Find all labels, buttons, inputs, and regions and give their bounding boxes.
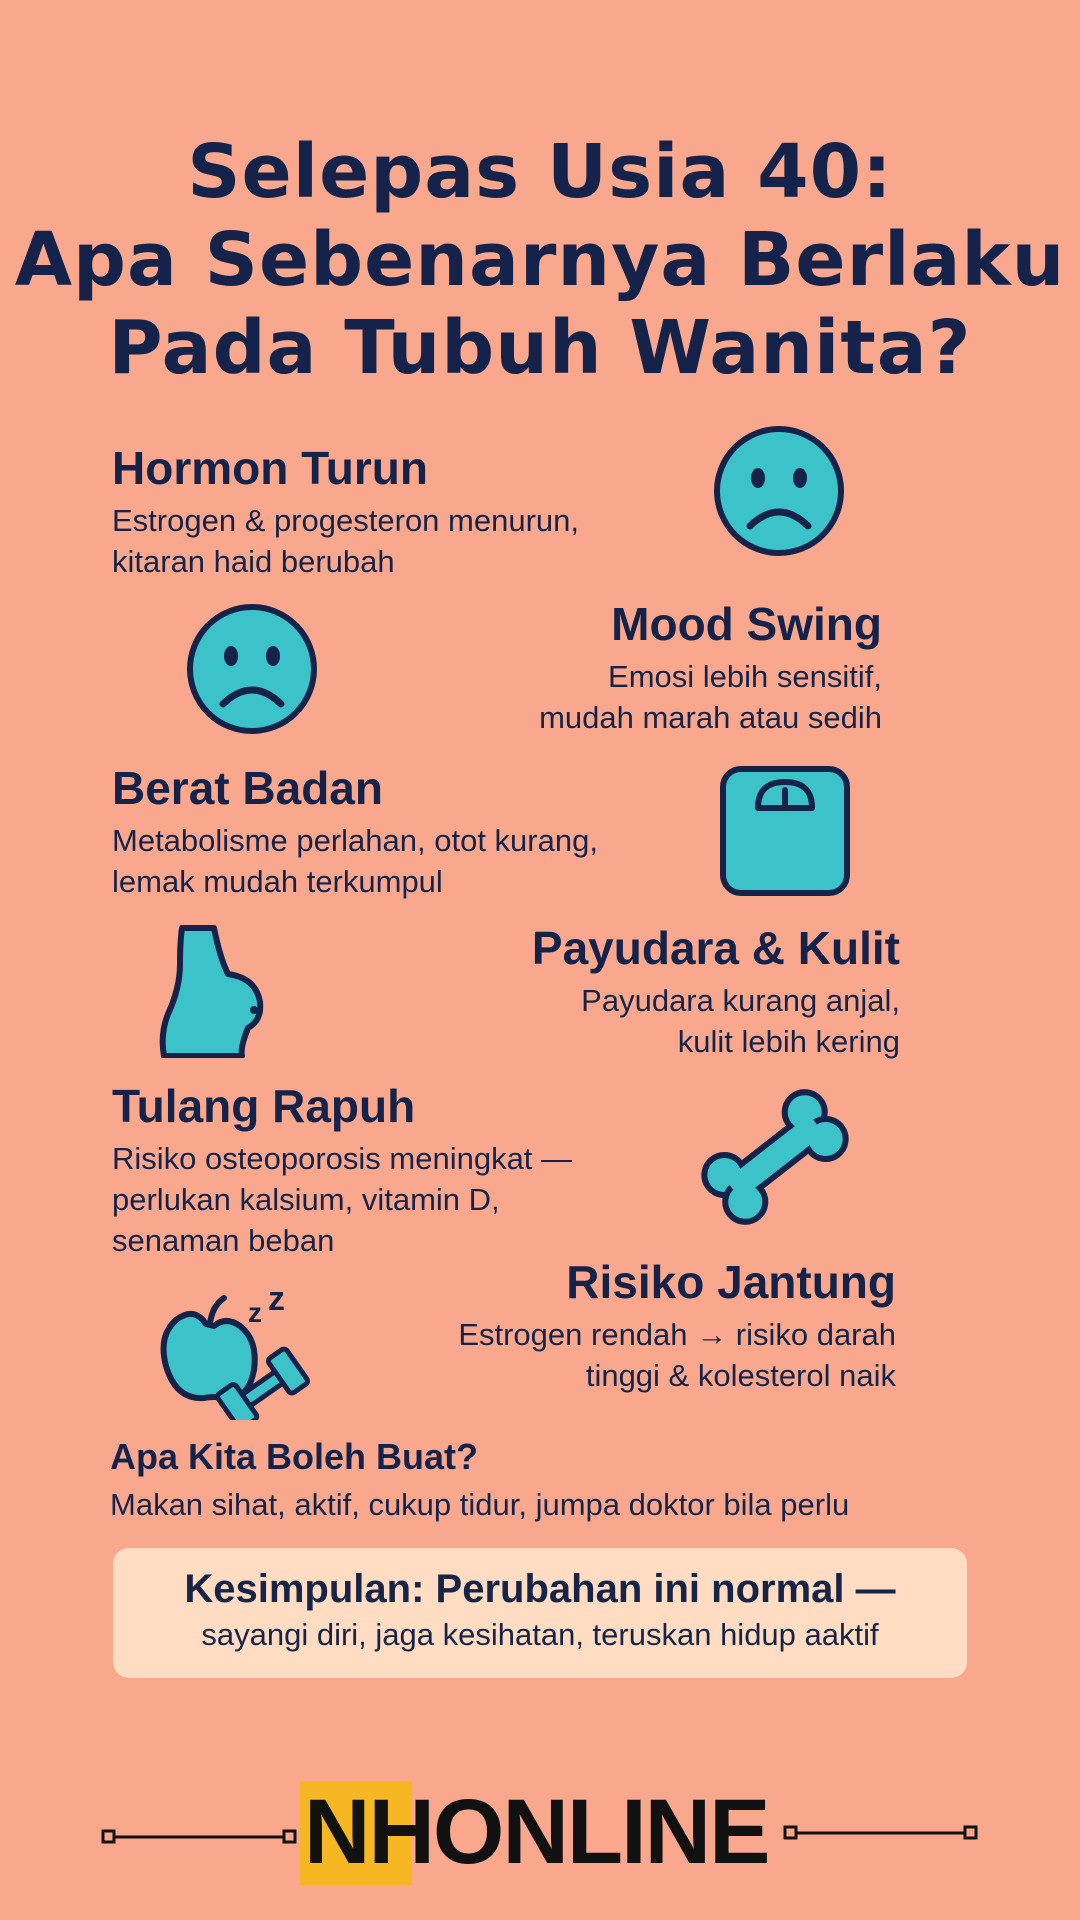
section-text: Estrogen rendah → risiko darah tinggi & kolesterol naik (458, 1317, 896, 1393)
title-line-1: Selepas Usia 40: (187, 129, 893, 215)
logo-online: ONLINE (432, 1781, 769, 1883)
logo-area (0, 1775, 1080, 1895)
section-heading: Risiko Jantung (566, 1256, 896, 1308)
section-mood-swing (440, 598, 882, 738)
title-line-2: Apa Sebenarnya Berlaku (14, 217, 1066, 303)
svg-text:z: z (268, 1280, 285, 1318)
section-heading: Mood Swing (611, 598, 882, 650)
conclusion-line-1: Kesimpulan: Perubahan ini normal — (184, 1567, 896, 1611)
section-text: Risiko osteoporosis meningkat — perlukan kalsium, vitamin D, senaman beban (112, 1141, 573, 1258)
weighing-scale-icon (718, 764, 852, 898)
section-risiko-jantung (420, 1256, 896, 1396)
body-silhouette-icon (158, 924, 288, 1058)
section-text: Emosi lebih sensitif, mudah marah atau sedih (539, 659, 882, 735)
action-heading: Apa Kita Boleh Buat? (110, 1436, 479, 1477)
title-line-3: Pada Tubuh Wanita? (108, 305, 972, 391)
page-title (0, 128, 1080, 392)
sad-face-icon (185, 602, 319, 736)
section-text: Estrogen & progesteron menurun, kitaran haid berubah (112, 503, 579, 579)
section-payudara-kulit (400, 922, 900, 1062)
section-text: Payudara kurang anjal, kulit lebih kering (581, 983, 900, 1059)
section-berat-badan (112, 762, 692, 902)
section-heading: Payudara & Kulit (531, 922, 900, 974)
section-tulang-rapuh (112, 1080, 672, 1261)
logo-nh: NH (304, 1777, 433, 1887)
brand-logo (304, 1777, 768, 1887)
section-heading: Berat Badan (112, 762, 383, 814)
section-heading: Tulang Rapuh (112, 1080, 416, 1132)
conclusion-box (113, 1548, 967, 1678)
action-section (110, 1436, 1010, 1525)
conclusion-line-2: sayangi diri, jaga kesihatan, teruskan hidup aaktif (201, 1617, 879, 1652)
bone-icon (698, 1084, 852, 1230)
sad-face-icon (712, 424, 846, 558)
section-heading: Hormon Turun (112, 442, 428, 494)
action-text: Makan sihat, aktif, cukup tidur, jumpa doktor bila perlu (110, 1487, 850, 1522)
section-text: Metabolisme perlahan, otot kurang, lemak mudah terkumpul (112, 823, 598, 899)
svg-text:z: z (248, 1297, 262, 1328)
section-hormon-turun (112, 442, 672, 582)
apple-dumbbell-sleep-icon (154, 1280, 314, 1420)
